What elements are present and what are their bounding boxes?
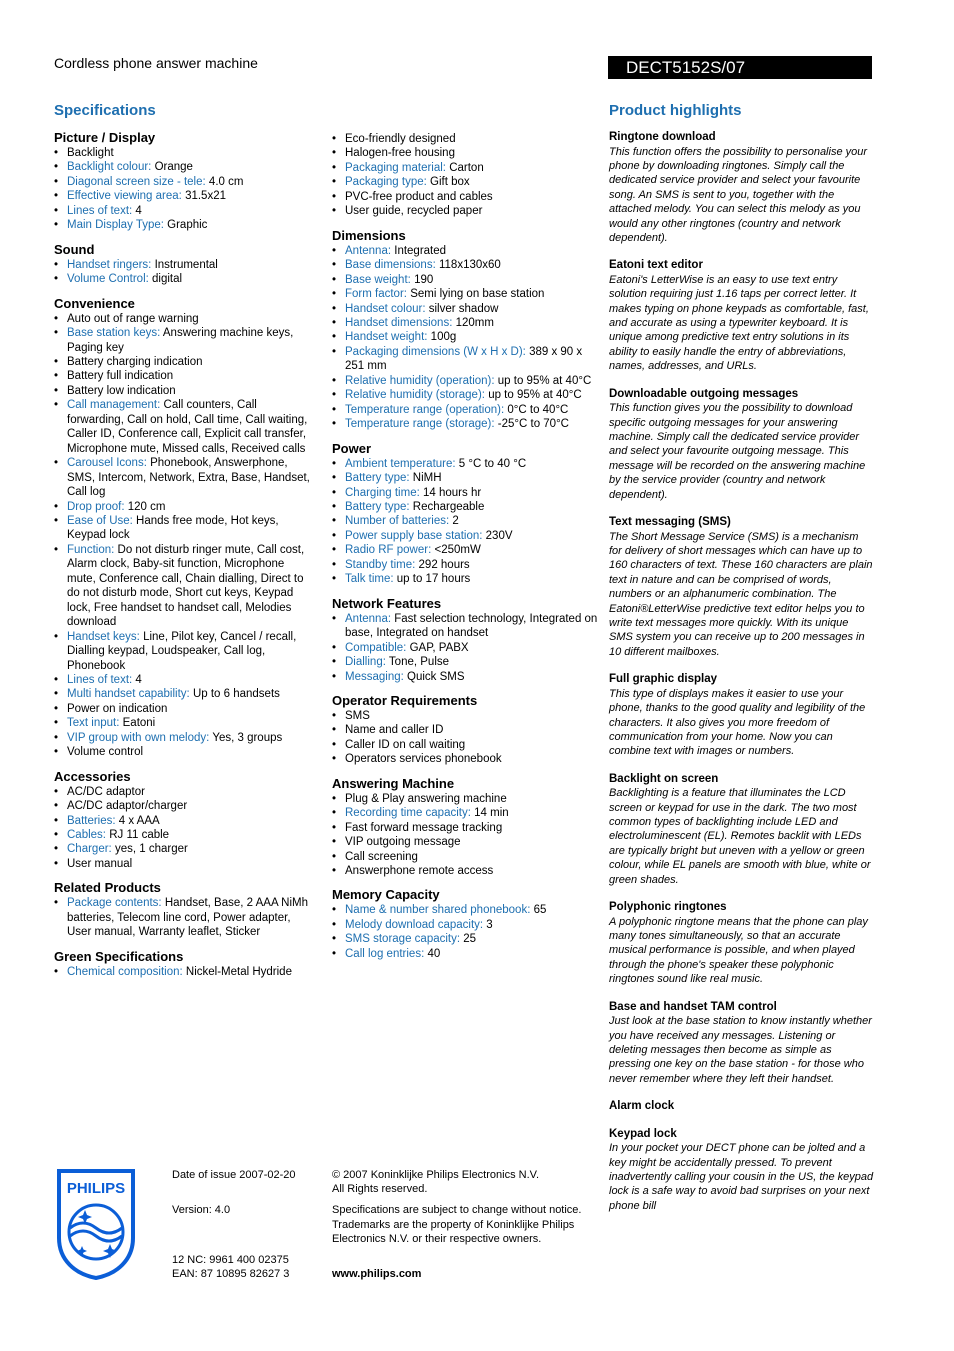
spec-group-title: Related Products <box>54 880 161 896</box>
spec-group-operator-requirements <box>332 693 598 767</box>
spec-value: PVC-free product and cables <box>345 190 493 203</box>
spec-item <box>332 932 598 946</box>
highlight-keypad-lock <box>609 1127 874 1214</box>
spec-item <box>332 403 598 417</box>
spec-label: Radio RF power: <box>345 544 432 557</box>
spec-item <box>54 716 316 730</box>
highlight-title: Ringtone download <box>609 131 716 143</box>
spec-list <box>54 146 316 233</box>
spec-label: Batteries: <box>67 814 116 827</box>
spec-item <box>332 752 598 766</box>
spec-group-answering-machine <box>332 776 598 879</box>
highlights-title: Product highlights <box>609 102 742 119</box>
spec-value: Tone, Pulse <box>388 656 450 669</box>
spec-item <box>332 821 598 835</box>
product-type: Cordless phone answer machine <box>54 55 258 71</box>
spec-label: Recording time capacity: <box>345 807 471 820</box>
product-highlights <box>609 102 874 1226</box>
spec-label: Charging time: <box>345 486 420 499</box>
spec-label: Melody download capacity: <box>345 918 484 931</box>
highlight-title: Eatoni text editor <box>609 259 703 272</box>
highlight-text: A polyphonic ringtone means that the phone can play many tones simultaneously, so that an accurate musical performance is possible, and when played through the phone's speaker these polyphonic ringtones sound like real music. <box>609 915 868 986</box>
spec-label: Call management: <box>67 399 161 412</box>
spec-list <box>332 132 598 219</box>
copyright-line-2: All Rights reserved. <box>332 1183 428 1195</box>
spec-group-title: Green Specifications <box>54 948 184 964</box>
spec-group-accessories <box>54 769 316 872</box>
highlight-text: Backlighting is a feature that illuminates the LCD screen or keypad for use in the dark. The two most common types of backlighting include LED and electroluminescent (EL). Remotes backlit with LEDs are typically bright but uneven with a yellow or green colour, while EL panels are smooth with blue, white or green shades. <box>609 787 871 886</box>
spec-value: 4.0 cm <box>208 175 244 188</box>
highlight-title: Keypad lock <box>609 1127 677 1140</box>
spec-value: Rechargeable <box>412 500 485 513</box>
spec-item <box>54 218 316 232</box>
spec-value: 120mm <box>455 316 494 329</box>
spec-label: Package contents: <box>67 897 162 910</box>
spec-label: SMS storage capacity: <box>345 933 461 946</box>
highlight-polyphonic-ringtones <box>609 900 874 987</box>
spec-group-sound <box>54 242 316 287</box>
spec-value: 4 <box>135 204 142 217</box>
spec-label: Text input: <box>67 717 120 730</box>
spec-list <box>54 785 316 872</box>
spec-value: 3 <box>486 918 493 931</box>
spec-label: Temperature range (storage): <box>345 418 495 431</box>
spec-value: 4 x AAA <box>118 814 160 827</box>
spec-group-title: Operator Requirements <box>332 692 478 708</box>
spec-item <box>332 806 598 820</box>
highlight-title: Text messaging (SMS) <box>609 516 731 529</box>
spec-list <box>54 965 316 979</box>
legal-notice: Specifications are subject to change without notice. Trademarks are the property of Koninklijke Philips Electronics N.V. or their respective owners. <box>332 1204 582 1245</box>
spec-group-title: Answering Machine <box>332 775 455 791</box>
spec-item <box>54 785 316 799</box>
spec-item <box>54 543 316 630</box>
spec-label: Lines of text: <box>67 673 133 686</box>
spec-item <box>332 572 598 586</box>
spec-item <box>54 896 316 939</box>
spec-group-title: Memory Capacity <box>332 887 440 903</box>
spec-value: Up to 6 handsets <box>192 688 280 701</box>
spec-item <box>332 723 598 737</box>
spec-item <box>54 175 316 189</box>
spec-item <box>332 132 598 146</box>
spec-value: digital <box>152 273 183 286</box>
spec-value: Volume control <box>67 746 144 759</box>
spec-item <box>332 345 598 374</box>
highlight-ringtone-download <box>609 130 874 245</box>
spec-item <box>332 864 598 878</box>
spec-list <box>332 457 598 587</box>
spec-item <box>54 369 316 383</box>
spec-item <box>54 731 316 745</box>
spec-item <box>332 161 598 175</box>
spec-label: Diagonal screen size - tele: <box>67 175 206 188</box>
spec-item <box>332 835 598 849</box>
spec-value: Answerphone remote access <box>345 865 494 878</box>
spec-item <box>332 258 598 272</box>
spec-value: <250mW <box>434 544 481 557</box>
spec-item <box>54 456 316 499</box>
spec-label: Form factor: <box>345 288 407 301</box>
spec-value: 5 °C to 40 °C <box>458 457 527 470</box>
website-link[interactable]: www.philips.com <box>332 1268 422 1280</box>
spec-label: Charger: <box>67 843 112 856</box>
spec-label: Compatible: <box>345 641 407 654</box>
spec-group-picture-display <box>54 130 316 233</box>
spec-label: Handset colour: <box>345 302 426 315</box>
spec-value: Fast forward message tracking <box>345 821 503 834</box>
spec-label: Volume Control: <box>67 273 149 286</box>
spec-label: Relative humidity (operation): <box>345 374 495 387</box>
spec-label: Antenna: <box>345 244 392 257</box>
spec-item <box>54 857 316 871</box>
spec-value: Integrated <box>394 244 447 257</box>
spec-item <box>332 903 598 917</box>
spec-item <box>54 384 316 398</box>
spec-value: SMS <box>345 709 370 722</box>
spec-item <box>54 702 316 716</box>
spec-item <box>54 146 316 160</box>
spec-item <box>54 258 316 272</box>
spec-label: Cables: <box>67 829 106 842</box>
spec-value: Do not disturb ringer mute, Call cost, Alarm clock, Baby-sit function, Microphone mute, Conference call, Chain dialling, Direct to do not disturb mode, Short cut keys, Keypad lock, Free handset to handset call, Melodies download <box>67 543 305 629</box>
spec-value: up to 17 hours <box>396 573 471 586</box>
spec-value: Orange <box>154 161 193 174</box>
spec-value: 0°C to 40°C <box>507 403 569 416</box>
spec-item <box>332 709 598 723</box>
spec-label: Relative humidity (storage): <box>345 389 485 402</box>
spec-value: AC/DC adaptor <box>67 785 145 798</box>
spec-label: Standby time: <box>345 558 416 571</box>
spec-group-title: Convenience <box>54 295 135 311</box>
spec-label: Drop proof: <box>67 500 125 513</box>
spec-item <box>54 355 316 369</box>
highlight-title: Polyphonic ringtones <box>609 901 727 914</box>
spec-label: Main Display Type: <box>67 219 164 232</box>
spec-value: Carton <box>449 161 484 174</box>
spec-item <box>332 388 598 402</box>
spec-value: Phonebook, Answerphone, SMS, Intercom, Network, Extra, Base, Handset, Call log <box>67 457 310 499</box>
specifications-column-2 <box>332 132 598 970</box>
spec-value: Nickel-Metal Hydride <box>185 965 292 978</box>
spec-value: 292 hours <box>418 558 470 571</box>
spec-group-convenience <box>54 296 316 760</box>
spec-item <box>332 146 598 160</box>
spec-item <box>332 175 598 189</box>
spec-value: Hands free mode, Hot keys, Keypad lock <box>67 514 279 542</box>
spec-list <box>54 258 316 287</box>
spec-item <box>332 316 598 330</box>
spec-value: -25°C to 70°C <box>497 418 569 431</box>
spec-item <box>54 965 316 979</box>
spec-label: Function: <box>67 543 115 556</box>
highlight-full-graphic-display <box>609 672 874 759</box>
spec-item <box>54 160 316 174</box>
spec-item <box>332 374 598 388</box>
spec-item <box>332 612 598 641</box>
spec-value: 120 cm <box>127 500 166 513</box>
spec-label: Packaging dimensions (W x H x D): <box>345 345 526 358</box>
spec-value: 2 <box>452 515 459 528</box>
highlight-text: This function gives you the possibility to download specific outgoing messages for your answering machine. Simply call the dedicated service provider and select your favourite outgoing message. This message will be recorded on the answering machine by the service provider (country and network dependent). <box>609 402 866 501</box>
spec-value: 65 <box>533 904 547 917</box>
spec-item <box>332 302 598 316</box>
spec-item <box>332 792 598 806</box>
spec-value: Yes, 3 groups <box>212 731 283 744</box>
spec-item <box>332 190 598 204</box>
spec-value: Battery charging indication <box>67 355 203 368</box>
spec-item <box>332 655 598 669</box>
highlight-text: This function offers the possibility to personalise your phone by downloading ringtones. Simply call the dedicated service provider and select your favourite song. An SMS is sent to you, together with the attached melody. You can select this melody as you would any other ringtones (country and network dependent). <box>609 145 868 244</box>
spec-value: 100g <box>430 331 457 344</box>
spec-label: Effective viewing area: <box>67 190 182 203</box>
spec-value: AC/DC adaptor/charger <box>67 800 188 813</box>
spec-label: Number of batteries: <box>345 515 450 528</box>
spec-item <box>54 630 316 673</box>
spec-label: Backlight colour: <box>67 161 152 174</box>
spec-group-title: Dimensions <box>332 227 406 243</box>
version: Version: 4.0 <box>172 1204 231 1216</box>
spec-value: Call screening <box>345 850 418 863</box>
spec-value: Semi lying on base station <box>410 288 545 301</box>
spec-value: Quick SMS <box>407 670 465 683</box>
philips-shield-logo <box>55 1168 137 1280</box>
spec-item <box>54 514 316 543</box>
spec-item <box>332 330 598 344</box>
spec-value: 4 <box>135 673 142 686</box>
spec-value: Gift box <box>430 176 470 189</box>
spec-label: Call log entries: <box>345 947 425 960</box>
spec-label: Battery type: <box>345 500 410 513</box>
spec-item <box>332 287 598 301</box>
highlight-text: This type of displays makes it easier to use your phone, thanks to the good quality and legibility of the characters. It also gives you more freedom of communication from your home. Now you can combine text with images or numbers. <box>609 687 866 758</box>
spec-value: Handset, Base, 2 AAA NiMh batteries, Telecom line cord, Power adapter, User manual, Warranty leaflet, Sticker <box>67 897 309 939</box>
spec-value: Caller ID on call waiting <box>345 738 466 751</box>
spec-value: Call counters, Call forwarding, Call on hold, Call time, Call waiting, Caller ID, Conference call, Explicit call transfer, Microphone mute, Missed calls, Received calls <box>67 399 308 455</box>
spec-value: Battery full indication <box>67 370 174 383</box>
nc-number: 12 NC: 9961 400 02375 <box>172 1254 289 1266</box>
spec-group-power <box>332 441 598 587</box>
spec-label: Ambient temperature: <box>345 457 456 470</box>
specifications-title: Specifications <box>54 102 156 119</box>
spec-label: Temperature range (operation): <box>345 403 505 416</box>
spec-item <box>332 204 598 218</box>
spec-value: Fast selection technology, Integrated on base, Integrated on handset <box>345 612 598 640</box>
spec-list <box>332 244 598 432</box>
spec-label: Name & number shared phonebook: <box>345 904 531 917</box>
spec-list <box>332 612 598 684</box>
highlight-title: Backlight on screen <box>609 772 719 785</box>
spec-label: Chemical composition: <box>67 965 183 978</box>
highlight-text: Eatoni's LetterWise is an easy to use text entry solution requiring just 1.16 taps per correct letter. It makes typing on phone keypads as comfortable, fast, and accurate as using a typewriter keyboard. It is unique among predictive text entry solutions in its ability to easily handle the entry of abbreviations, names, addresses, and URLs. <box>609 273 869 373</box>
spec-value: Instrumental <box>154 258 218 271</box>
spec-value: Eatoni <box>122 717 156 730</box>
spec-list <box>332 792 598 879</box>
spec-list <box>332 709 598 767</box>
issue-date: Date of issue 2007-02-20 <box>172 1169 296 1181</box>
spec-value: RJ 11 cable <box>109 829 170 842</box>
highlight-text: Just look at the base station to know instantly whether you have received any messages. Listening or deleting messages then become as simple as pressing one key on the base station - for those who never remember where they left their handset. <box>609 1015 872 1085</box>
spec-item <box>332 273 598 287</box>
spec-group-network-features <box>332 596 598 684</box>
spec-item <box>54 673 316 687</box>
spec-item <box>54 326 316 355</box>
spec-value: Backlight <box>67 147 114 159</box>
spec-value: Line, Pilot key, Cancel / recall, Dialling keypad, Loudspeaker, Call log, Phonebook <box>67 630 297 672</box>
copyright-line-1: © 2007 Koninklijke Philips Electronics N.V. <box>332 1169 540 1181</box>
spec-label: Power supply base station: <box>345 529 483 542</box>
spec-item <box>54 204 316 218</box>
spec-group-title: Sound <box>54 241 95 257</box>
spec-list <box>332 903 598 961</box>
spec-item <box>332 558 598 572</box>
spec-value: Graphic <box>167 219 208 232</box>
spec-label: Handset dimensions: <box>345 316 453 329</box>
highlight-text-messaging-sms <box>609 515 874 659</box>
spec-value: Power on indication <box>67 702 168 715</box>
spec-value: silver shadow <box>428 302 499 315</box>
spec-label: Messaging: <box>345 670 404 683</box>
spec-item <box>332 500 598 514</box>
spec-item <box>332 529 598 543</box>
spec-label: Lines of text: <box>67 204 133 217</box>
highlight-backlight-on-screen <box>609 772 874 887</box>
spec-value: 118x130x60 <box>438 259 501 272</box>
ean-number: EAN: 87 10895 82627 3 <box>172 1268 290 1280</box>
spec-item <box>54 828 316 842</box>
spec-item <box>332 738 598 752</box>
spec-value: 14 min <box>474 807 509 820</box>
spec-label: Packaging type: <box>345 176 427 189</box>
spec-label: Base station keys: <box>67 327 161 340</box>
spec-value: User guide, recycled paper <box>345 205 483 218</box>
spec-group-title: Accessories <box>54 768 131 784</box>
highlight-eatoni-text-editor <box>609 258 874 373</box>
spec-item <box>54 272 316 286</box>
spec-value: 25 <box>463 933 477 946</box>
spec-item <box>54 189 316 203</box>
highlight-title: Base and handset TAM control <box>609 1000 777 1013</box>
spec-group-title: Network Features <box>332 595 442 611</box>
spec-group-general <box>332 132 598 219</box>
specifications-column-1 <box>54 102 316 988</box>
logo-wordmark: PHILIPS <box>66 1180 126 1197</box>
highlight-text: In your pocket your DECT phone can be jolted and a key might be accidentally pressed. To prevent inadvertently calling your cousin in the US, the keypad lock is a safe way to avoid bad surprises on your next phone bill <box>609 1142 874 1212</box>
spec-value: Halogen-free housing <box>345 147 455 160</box>
spec-item <box>332 417 598 431</box>
model-number-bar: DECT5152S/07 <box>608 56 872 79</box>
spec-item <box>54 814 316 828</box>
spec-label: Multi handset capability: <box>67 688 190 701</box>
spec-value: Battery low indication <box>67 384 176 397</box>
spec-group-title: Picture / Display <box>54 130 156 145</box>
spec-label: Battery type: <box>345 472 410 485</box>
spec-label: Carousel Icons: <box>67 457 147 470</box>
spec-item <box>54 799 316 813</box>
spec-label: Packaging material: <box>345 161 446 174</box>
spec-group-related-products <box>54 880 316 939</box>
spec-value: yes, 1 charger <box>114 843 188 856</box>
spec-value: Name and caller ID <box>345 724 444 737</box>
spec-item <box>332 486 598 500</box>
spec-value: NiMH <box>412 472 442 485</box>
spec-item <box>54 842 316 856</box>
spec-item <box>332 947 598 961</box>
spec-item <box>332 850 598 864</box>
spec-item <box>332 514 598 528</box>
spec-label: Ease of Use: <box>67 514 133 527</box>
spec-item <box>54 500 316 514</box>
spec-value: up to 95% at 40°C <box>488 389 582 402</box>
spec-value: 14 hours hr <box>423 486 482 499</box>
spec-item <box>54 312 316 326</box>
spec-value: Plug & Play answering machine <box>345 792 507 805</box>
highlight-alarm-clock <box>609 1099 874 1114</box>
spec-label: VIP group with own melody: <box>67 731 210 744</box>
spec-label: Base dimensions: <box>345 259 436 272</box>
spec-value: Auto out of range warning <box>67 312 199 325</box>
spec-list <box>54 896 316 939</box>
spec-item <box>332 641 598 655</box>
spec-label: Handset keys: <box>67 630 140 643</box>
highlight-title: Full graphic display <box>609 673 717 686</box>
spec-value: Operators services phonebook <box>345 753 502 766</box>
spec-value: User manual <box>67 857 133 870</box>
spec-item <box>332 244 598 258</box>
spec-value: Answering machine keys, Paging key <box>67 327 294 354</box>
spec-value: 190 <box>414 273 434 286</box>
spec-value: 230V <box>485 529 513 542</box>
spec-item <box>54 398 316 456</box>
highlight-text: The Short Message Service (SMS) is a mechanism for delivery of short messages which can have up to 160 characters of text. These 160 characters are plain text in nature and can be comprised of words, numbers or an alphanumeric combination. The Eatoni®LetterWise predictive text editor helps you to write text messages more quickly. With its unique SMS system you can receive up to 200 messages in 10 different mailboxes. <box>609 530 873 658</box>
highlight-title: Downloadable outgoing messages <box>609 387 799 400</box>
spec-item <box>332 670 598 684</box>
spec-value: VIP outgoing message <box>345 836 461 849</box>
spec-label: Base weight: <box>345 273 411 286</box>
spec-item <box>332 918 598 932</box>
spec-value: 40 <box>427 947 441 960</box>
spec-value: Eco-friendly designed <box>345 133 456 145</box>
spec-list <box>54 312 316 760</box>
spec-value: 31.5x21 <box>185 190 226 203</box>
spec-item <box>54 745 316 759</box>
highlight-title: Alarm clock <box>609 1100 675 1113</box>
spec-value: GAP, PABX <box>409 641 469 654</box>
spec-group-title: Power <box>332 440 372 456</box>
spec-group-dimensions <box>332 228 598 432</box>
spec-value: 389 x 90 x 251 mm <box>345 345 583 373</box>
spec-item <box>54 687 316 701</box>
spec-label: Handset weight: <box>345 331 428 344</box>
spec-value: up to 95% at 40°C <box>497 374 592 387</box>
spec-group-memory-capacity <box>332 887 598 961</box>
spec-item <box>332 471 598 485</box>
spec-label: Talk time: <box>345 573 394 586</box>
spec-label: Antenna: <box>345 612 392 625</box>
spec-label: Dialling: <box>345 656 386 669</box>
spec-item <box>332 543 598 557</box>
highlight-downloadable-outgoing-messages <box>609 387 874 502</box>
spec-label: Handset ringers: <box>67 258 152 271</box>
highlight-base-and-handset-tam-control <box>609 1000 874 1087</box>
spec-group-green-specifications <box>54 949 316 979</box>
spec-item <box>332 457 598 471</box>
